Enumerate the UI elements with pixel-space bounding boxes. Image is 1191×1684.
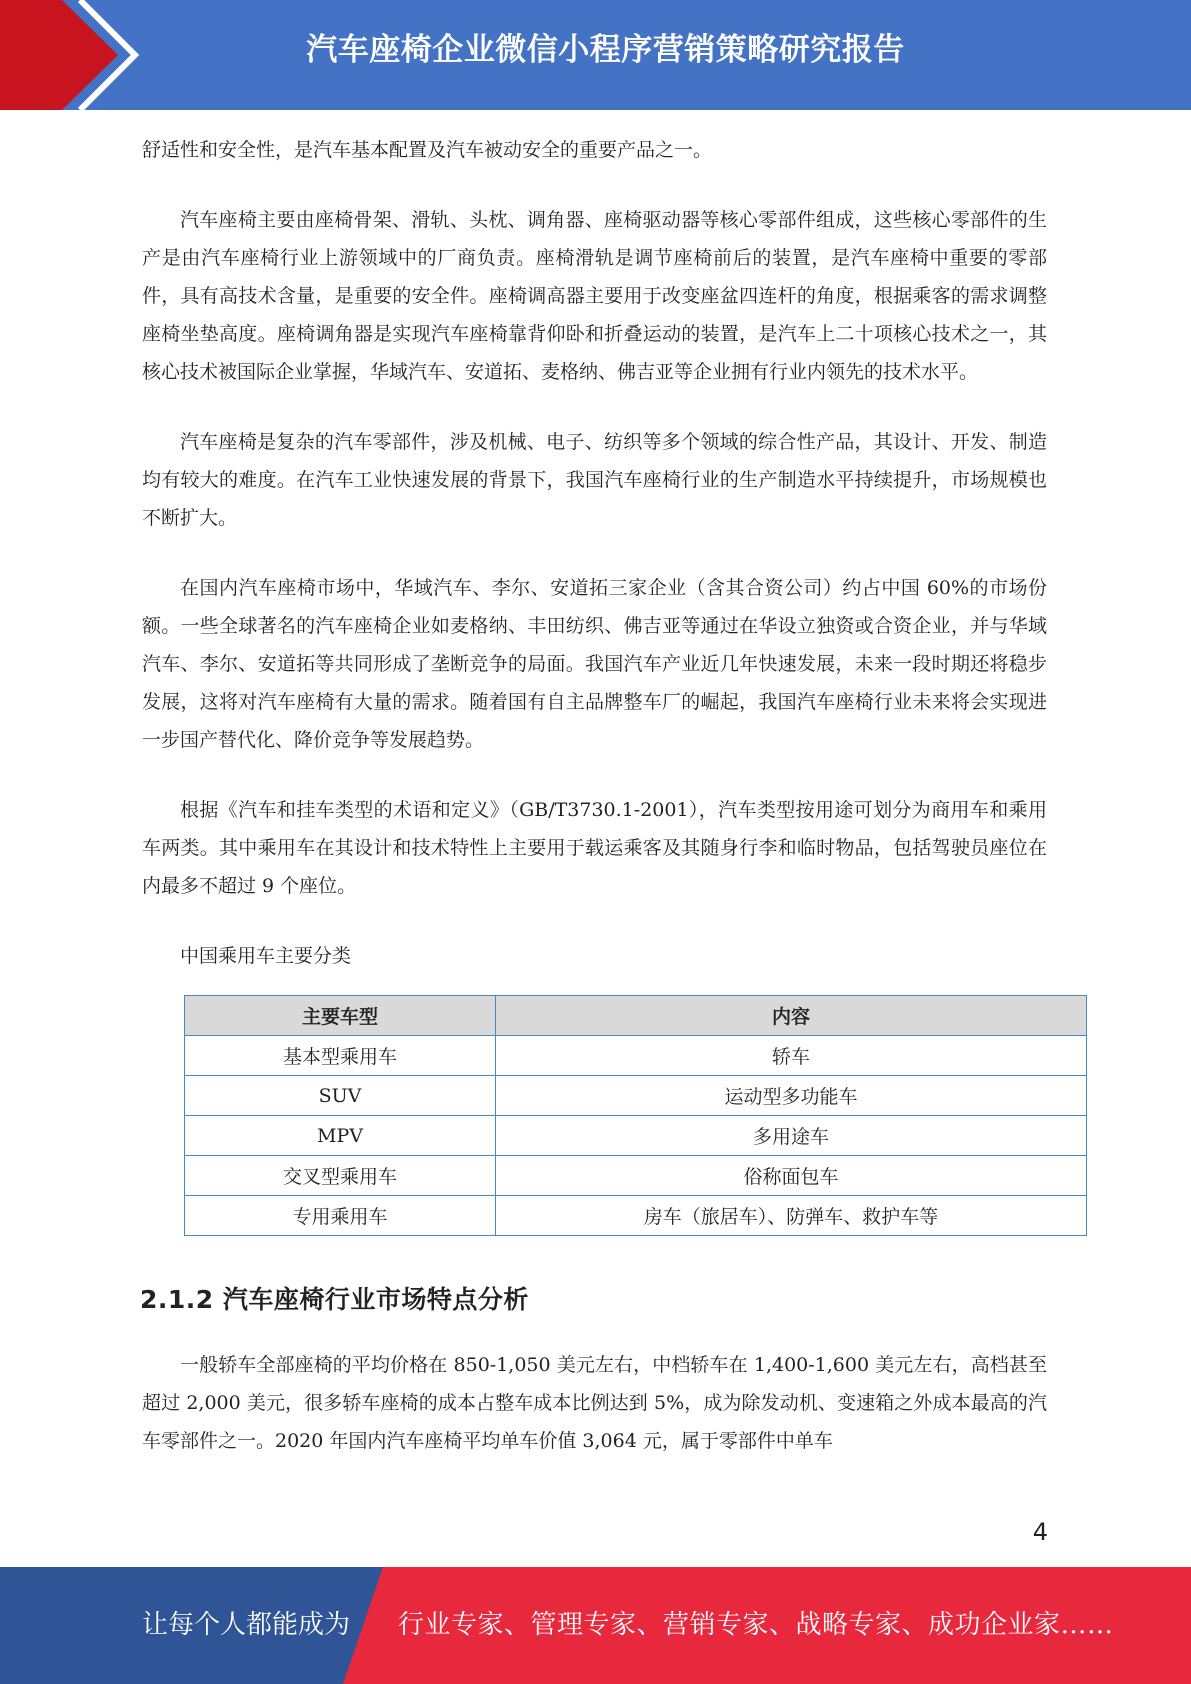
table-cell: MPV bbox=[185, 1116, 496, 1156]
page-footer bbox=[0, 1567, 1191, 1684]
table-cell: 俗称面包车 bbox=[496, 1156, 1087, 1196]
table-cell: 交叉型乘用车 bbox=[185, 1156, 496, 1196]
table-header-cell: 主要车型 bbox=[185, 996, 496, 1036]
table-cell: 基本型乘用车 bbox=[185, 1036, 496, 1076]
paragraph: 汽车座椅是复杂的汽车零部件，涉及机械、电子、纺织等多个领域的综合性产品，其设计、开发、制造均有较大的难度。在汽车工业快速发展的背景下，我国汽车座椅行业的生产制造水平持续提升，市场规模也不断扩大。 bbox=[142, 431, 1047, 529]
paragraph: 舒适性和安全性，是汽车基本配置及汽车被动安全的重要产品之一。 bbox=[142, 139, 713, 161]
paragraph: 在国内汽车座椅市场中，华域汽车、李尔、安道拓三家企业（含其合资公司）约占中国 60%的市场份额。一些全球著名的汽车座椅企业如麦格纳、丰田纺织、佛吉亚等通过在华设立独资或合资企业，并与华域汽车、李尔、安道拓等共同形成了垄断竞争的局面。我国汽车产业近几年快速发展，未来一段时期还将稳步发展，这将对汽车座椅有大量的需求。随着国有自主品牌整车厂的崛起，我国汽车座椅行业未来将会实现进一步国产替代化、降价竞争等发展趋势。 bbox=[142, 577, 1047, 751]
report-title: 汽车座椅企业微信小程序营销策略研究报告 bbox=[306, 32, 905, 68]
table-row bbox=[185, 1196, 1087, 1236]
section-heading: 2.1.2 汽车座椅行业市场特点分析 bbox=[140, 1285, 529, 1314]
paragraph: 汽车座椅主要由座椅骨架、滑轨、头枕、调角器、座椅驱动器等核心零部件组成，这些核心零部件的生产是由汽车座椅行业上游领域中的厂商负责。座椅滑轨是调节座椅前后的装置，是汽车座椅中重要的零部件，具有高技术含量，是重要的安全件。座椅调高器主要用于改变座盆四连杆的角度，根据乘客的需求调整座椅坐垫高度。座椅调角器是实现汽车座椅靠背仰卧和折叠运动的装置，是汽车上二十项核心技术之一，其核心技术被国际企业掌握，华域汽车、安道拓、麦格纳、佛吉亚等企业拥有行业内领先的技术水平。 bbox=[142, 209, 1047, 383]
table-cell: 多用途车 bbox=[496, 1116, 1087, 1156]
page-content bbox=[142, 131, 1047, 1492]
table-header-row bbox=[185, 996, 1087, 1036]
page-header bbox=[0, 0, 1191, 110]
table-cell: SUV bbox=[185, 1076, 496, 1116]
table-row bbox=[185, 1156, 1087, 1196]
footer-slogan-right: 行业专家、管理专家、营销专家、战略专家、成功企业家…… bbox=[398, 1610, 1114, 1640]
table-row bbox=[185, 1116, 1087, 1156]
table-row bbox=[185, 1076, 1087, 1116]
table-cell: 运动型多功能车 bbox=[496, 1076, 1087, 1116]
paragraph: 一般轿车全部座椅的平均价格在 850-1,050 美元左右，中档轿车在 1,400-1,600 美元左右，高档甚至超过 2,000 美元，很多轿车座椅的成本占整车成本比例达到 5%，成为除发动机、变速箱之外成本最高的汽车零部件之一。2020 年国内汽车座椅平均单车价值 3,064 元，属于零部件中单车 bbox=[142, 1354, 1047, 1452]
table-row bbox=[185, 1036, 1087, 1076]
table-caption: 中国乘用车主要分类 bbox=[180, 945, 352, 967]
table-cell: 房车（旅居车）、防弹车、救护车等 bbox=[496, 1196, 1087, 1236]
table-cell: 轿车 bbox=[496, 1036, 1087, 1076]
page-number: 4 bbox=[1032, 1518, 1048, 1546]
footer-slogan-left: 让每个人都能成为 bbox=[142, 1610, 351, 1640]
vehicle-classification-table bbox=[184, 995, 1087, 1236]
paragraph: 根据《汽车和挂车类型的术语和定义》（GB/T3730.1-2001），汽车类型按用途可划分为商用车和乘用车两类。其中乘用车在其设计和技术特性上主要用于载运乘客及其随身行李和临时物品，包括驾驶员座位在内最多不超过 9 个座位。 bbox=[142, 799, 1047, 897]
table-cell: 专用乘用车 bbox=[185, 1196, 496, 1236]
table-header-cell: 内容 bbox=[496, 996, 1087, 1036]
